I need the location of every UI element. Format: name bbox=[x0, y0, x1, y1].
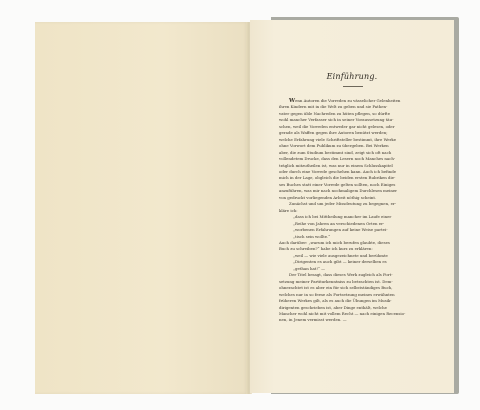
blank-left-page bbox=[35, 22, 248, 394]
body-text bbox=[279, 98, 435, 324]
text-line: setzung meiner Partiturkenntniss zu betrachten ist. Dem- bbox=[279, 278, 393, 284]
text-line: nen, in Jenem vermisst werden. — bbox=[279, 317, 347, 323]
text-line: ohne Vorwort dem Publikum zu übergeben. Bei Werken bbox=[279, 143, 389, 149]
book-spread bbox=[35, 17, 455, 394]
quote-2 bbox=[279, 253, 435, 272]
text-line: „dass ich bei Mittheilung mancher im Laufe einer bbox=[293, 214, 392, 220]
text-line: ohnerachtet ist es aber ein für sich selbstständiges Buch, bbox=[279, 285, 393, 291]
text-line: anzuführen, was mir nach nochmaligem Durchlesen meiner bbox=[279, 188, 398, 194]
paragraph-3 bbox=[279, 240, 435, 253]
text-line: von gedruckt vorliegenden Arbeit nöthig scheint. bbox=[279, 194, 377, 200]
text-line: „gethan hat!“ — bbox=[293, 265, 326, 271]
text-line: vater gegen üble Nachreden zu hüten pflegen, so dürfte bbox=[279, 110, 391, 116]
text-line: Mancher wohl nicht mit vollem Recht — nach einigen Recensio- bbox=[279, 310, 406, 316]
drop-cap: W bbox=[289, 98, 296, 104]
text-line: schen, weil die Vorreden entweder gar nicht gelesen, oder bbox=[279, 123, 395, 129]
text-line: dirigenten geschrieben ist, aber Dinge enthält, welche bbox=[279, 304, 387, 310]
text-line: Buch zu schreiben?“ habe ich kurz zu erklären: bbox=[279, 246, 373, 252]
text-line: „Reihe von Jahren an verschiedenen Orten er- bbox=[293, 220, 385, 226]
text-line: Zunächst und um jeder Missdeutung zu begegnen, er- bbox=[289, 201, 397, 207]
text-line: oder durch eine Vorrede geschehen kann. Auch ich befinde bbox=[279, 168, 397, 174]
text-line: „tisch sein wollte.“ bbox=[293, 233, 331, 239]
text-line: früheren Werkes gilt, als es auch die Übungen im Musik- bbox=[279, 298, 392, 304]
quote-1 bbox=[279, 214, 435, 240]
text-line: mich in der Lage, obgleich die beiden ersten Rubriken die- bbox=[279, 175, 396, 181]
right-page bbox=[250, 20, 454, 393]
text-line: Auch darüber: „warum ich mich berufen glaubte, dieses bbox=[279, 239, 390, 245]
text-line: ihren Kindern mit in die Welt zu geben und sie Pathen- bbox=[279, 104, 388, 110]
title-rule bbox=[343, 86, 363, 87]
text-line: wohl mancher Verfasser sich in seiner Voraussetzung täu- bbox=[279, 117, 394, 123]
paragraph-4 bbox=[279, 272, 435, 324]
text-line: Der Titel besagt, dass dieses Werk zugleich als Fort- bbox=[289, 272, 393, 278]
text-line: Wenn Autoren die Vorreden zu vässelicher Gelenheiten bbox=[289, 98, 401, 104]
text-line: träglich mitzutheilen ist, was nur in einem Schlusskapitel bbox=[279, 162, 393, 168]
text-line: welche Erfahrung viele Schriftsteller bestimmt, ihre Werke bbox=[279, 136, 397, 142]
chapter-title: Einführung. bbox=[326, 72, 378, 81]
text-line: ses Buches statt einer Vorrede gelten sollten, noch Einiges bbox=[279, 181, 396, 187]
text-line: „worbenen Erfahrungen auf keine Weise partei- bbox=[293, 227, 388, 233]
text-line: welches nur in so ferne als Fortsetzung meines erwähnten bbox=[279, 291, 395, 297]
paragraph-1 bbox=[279, 98, 435, 201]
text-line: kläre ich: bbox=[279, 207, 298, 213]
text-line: „weil — wie viele ausgezeichnete und berühmte bbox=[293, 252, 388, 258]
text-line: gerade als Waffen gegen ihre Autoren benützt werden; bbox=[279, 130, 388, 136]
text-line: vollendetem Drucke, dass den Lesern noch Manches nach- bbox=[279, 156, 396, 162]
text-line: aber, die zum Studium bestimmt sind, zeigt sich oft nach bbox=[279, 149, 392, 155]
paragraph-2 bbox=[279, 201, 435, 214]
text-line: „Dirigenten es auch gibt — keiner derselben es bbox=[293, 259, 387, 265]
